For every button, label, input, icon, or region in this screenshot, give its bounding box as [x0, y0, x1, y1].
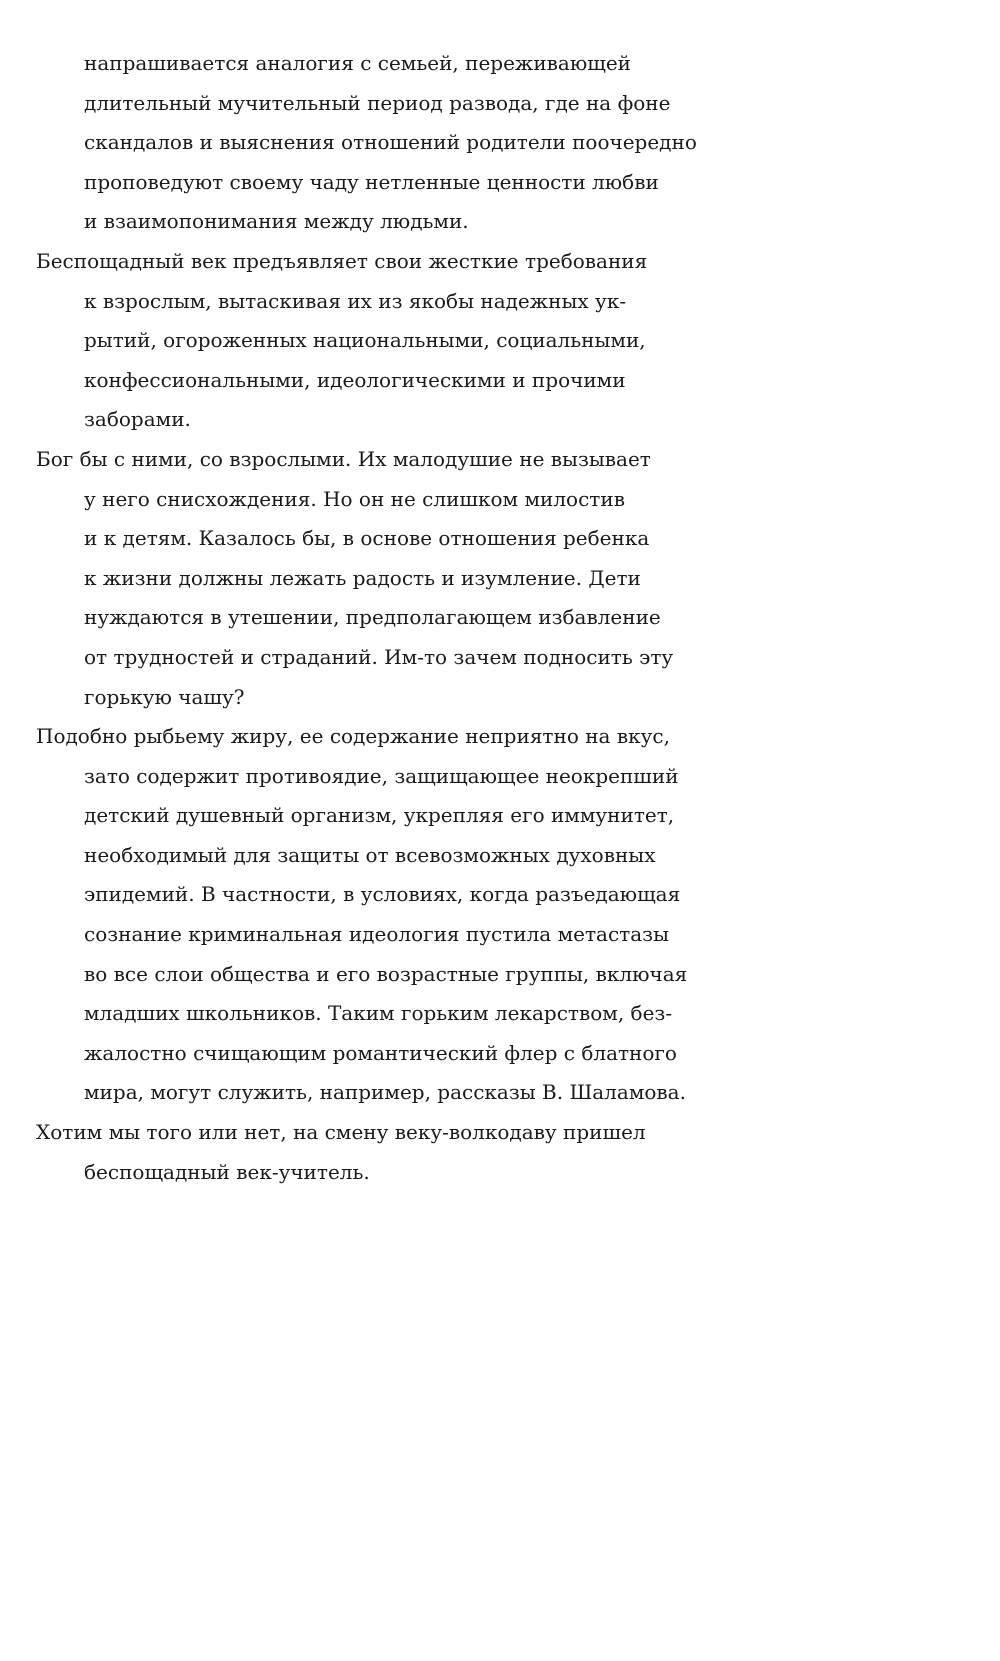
text-line: к жизни должны лежать радость и изумление. Дети [84, 565, 641, 590]
paragraph [0, 440, 1000, 717]
text-line: проповедуют своему чаду нетленные ценности любви [84, 169, 659, 194]
text-line: во все слои общества и его возрастные группы, включая [84, 961, 688, 986]
text-line: напрашивается аналогия с семьей, переживающей [84, 51, 632, 75]
text-line: от трудностей и страданий. Им-то зачем подносить эту [84, 644, 674, 669]
text-line: и взаимопонимания между людьми. [84, 209, 469, 234]
text-line: нуждаются в утешении, предполагающем избавление [84, 605, 661, 630]
text-line: Хотим мы того или нет, на смену веку-волкодаву пришел [36, 1120, 646, 1145]
paragraph [0, 717, 1000, 1113]
text-line: скандалов и выяснения отношений родители поочередно [84, 130, 697, 155]
text-line: Беспощадный век предъявляет свои жесткие требования [36, 248, 648, 273]
text-line: заборами. [84, 407, 191, 432]
text-line: к взрослым, вытаскивая их из якобы надежных ук- [84, 288, 627, 313]
text-line: Подобно рыбьему жиру, ее содержание неприятно на вкус, [36, 724, 670, 749]
paragraph [0, 1113, 1000, 1192]
paragraph [0, 44, 1000, 242]
text-line: эпидемий. В частности, в условиях, когда разъедающая [84, 882, 681, 907]
text-line: детский душевный организм, укрепляя его иммунитет, [84, 803, 675, 828]
body-text [0, 44, 1000, 1192]
text-line: необходимый для защиты от всевозможных духовных [84, 842, 656, 867]
text-line: конфессиональными, идеологическими и прочими [84, 367, 626, 392]
text-line: и к детям. Казалось бы, в основе отношения ребенка [84, 526, 650, 551]
text-line: беспощадный век-учитель. [84, 1159, 370, 1184]
text-line: длительный мучительный период развода, где на фоне [84, 90, 671, 115]
text-line: жалостно счищающим романтический флер с блатного [84, 1040, 677, 1065]
text-line: у него снисхождения. Но он не слишком милостив [84, 486, 625, 511]
text-line: мира, могут служить, например, рассказы В. Шаламова. [84, 1080, 686, 1105]
text-line: горькую чашу? [84, 684, 245, 709]
text-line: Бог бы с ними, со взрослыми. Их малодушие не вызывает [36, 446, 651, 471]
text-line: младших школьников. Таким горьким лекарством, без- [84, 1001, 673, 1026]
text-line: сознание криминальная идеология пустила метастазы [84, 922, 669, 947]
text-line: зато содержит противоядие, защищающее неокрепший [84, 763, 679, 788]
paragraph [0, 242, 1000, 440]
text-line: рытий, огороженных национальными, социальными, [84, 328, 646, 353]
